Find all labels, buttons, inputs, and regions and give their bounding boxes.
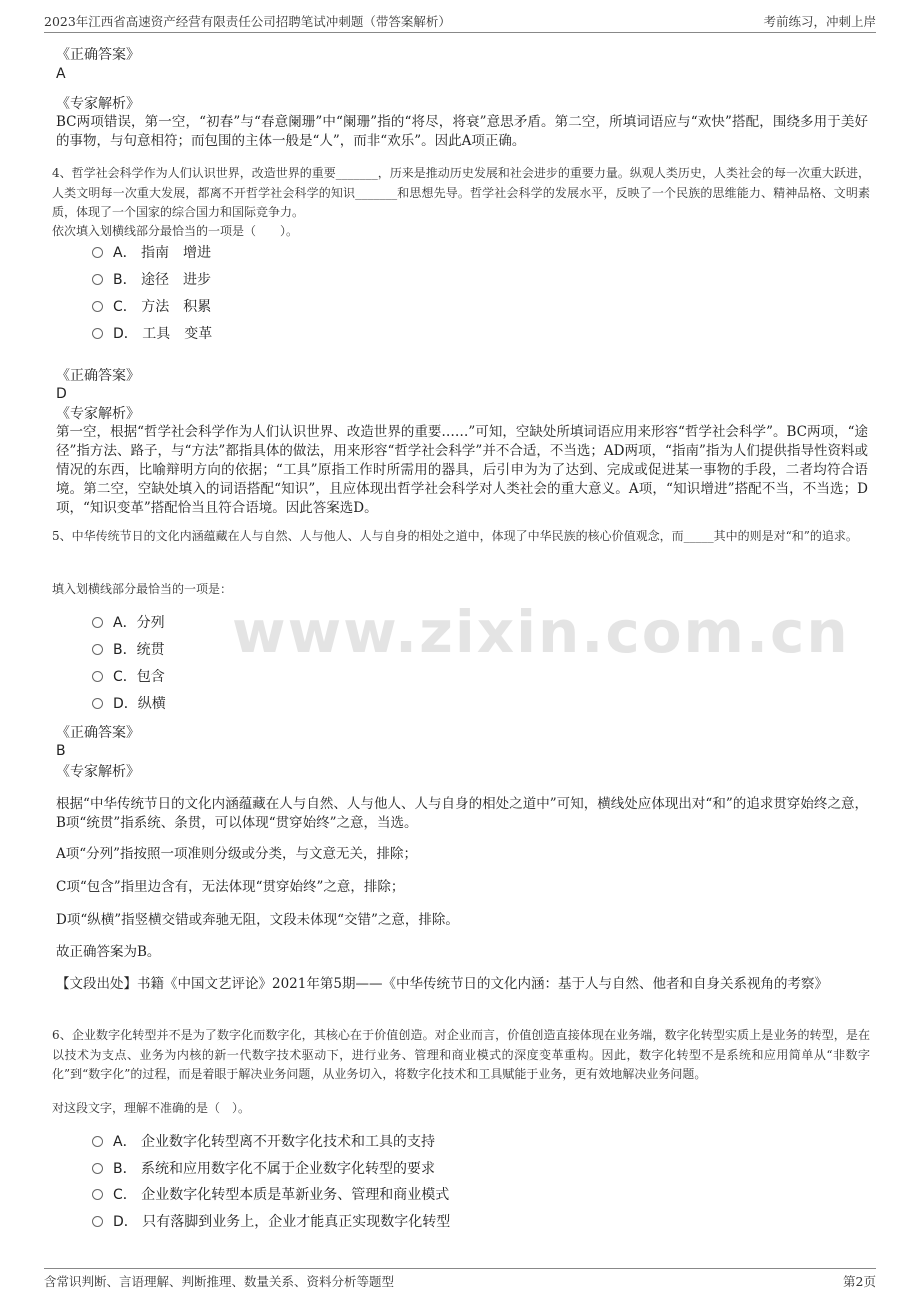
q4-stem: 4、哲学社会科学作为人们认识世界，改造世界的重要_______，历来是推动历史发展和社会进步的重要力量。纵观人类历史，人类社会的每一次重大跃进，人类文明每一次重大发展，都离不开哲学社会科学的知识_______和思想先导。哲学社会科学的发展水平，反映了一个民族的思维能力、精神品格、文明素质，体现了一个国家的综合国力和国际竞争力。 [52,166,870,219]
option-label: B． 途径 进步 [113,272,212,288]
radio-icon[interactable] [92,301,103,312]
page-header [44,10,876,33]
q5-answer: B [56,743,66,759]
option-label: C． 企业数字化转型本质是革新业务、管理和商业模式 [113,1187,450,1203]
radio-icon[interactable] [92,644,103,655]
q5-option-a[interactable] [92,612,165,634]
q4-option-d[interactable] [92,323,212,345]
q6-stem: 6、企业数字化转型并不是为了数字化而数字化，其核心在于价值创造。对企业而言，价值创造直接体现在业务端，数字化转型实质上是业务的转型，是在以技术为支点、业务为内核的新一代数字技术驱动下，进行业务、管理和商业模式的深度变革重构。因此，数字化转型不是系统和应用简单从“非数字化”到“数字化”的过程，而是着眼于解决业务问题，从业务切入，将数字化技术和工具赋能于业务，更有效地解决业务问题。 [52,1028,870,1081]
q5-analysis-p4: D项“纵横”指竖横交错或奔驰无阻，文段未体现“交错”之意，排除。 [56,912,459,928]
q6-option-d[interactable] [92,1211,450,1233]
q5-analysis-p1: 根据“中华传统节日的文化内涵蕴藏在人与自然、人与他人、人与自身的相处之道中”可知，横线处应体现出对“和”的追求贯穿始终之意，B项“统贯”指系统、条贯，可以体现“贯穿始终”之意，当选。 [56,796,868,831]
option-label: D． 只有落脚到业务上，企业才能真正实现数字化转型 [113,1214,451,1230]
q5-option-b[interactable] [92,639,165,661]
radio-icon[interactable] [92,698,103,709]
q3-answer: A [56,66,66,82]
q5-analysis-label: 《专家解析》 [56,764,140,780]
option-label: D． 工具 变革 [113,326,213,342]
option-label: B． 系统和应用数字化不属于企业数字化转型的要求 [113,1161,436,1177]
q5-analysis-p2: A项“分列”指按照一项准则分级或分类，与文意无关，排除； [56,846,418,862]
q5-stem: 5、中华传统节日的文化内涵蕴藏在人与自然、人与他人、人与自身的相处之道中，体现了中华民族的核心价值观念，而_____其中的则是对“和”的追求。 [52,529,858,543]
radio-icon[interactable] [92,1216,103,1227]
radio-icon[interactable] [92,617,103,628]
radio-icon[interactable] [92,274,103,285]
q3-analysis: BC两项错误，第一空，“初春”与“春意阑珊”中“阑珊”指的“将尽，将衰”意思矛盾。第二空，所填词语应与“欢快”搭配，围绕多用于美好的事物，与句意相符；而包围的主体一般是“人”，而非“欢乐”。因此A项正确。 [56,114,868,149]
q4-prompt: 依次填入划横线部分最恰当的一项是（ ）。 [52,224,299,238]
q4-option-b[interactable] [92,269,211,291]
radio-icon[interactable] [92,328,103,339]
option-label: A．分列 [113,615,165,631]
page-number: 第2页 [843,1274,876,1289]
q5-source: 【文段出处】书籍《中国文艺评论》2021年第5期——《中华传统节日的文化内涵：基于人与自然、他者和自身关系视角的考察》 [56,976,828,992]
radio-icon[interactable] [92,247,103,258]
q3-answer-label: 《正确答案》 [56,47,140,63]
q4-analysis-label: 《专家解析》 [56,406,140,422]
radio-icon[interactable] [92,671,103,682]
q5-answer-label: 《正确答案》 [56,725,140,741]
q6-prompt: 对这段文字，理解不准确的是（ ）。 [52,1101,251,1115]
q4-option-c[interactable] [92,296,211,318]
q4-answer-label: 《正确答案》 [56,368,140,384]
q4-answer: D [56,386,67,402]
footer-categories: 含常识判断、言语理解、判断推理、数量关系、资料分析等题型 [44,1274,395,1289]
radio-icon[interactable] [92,1163,103,1174]
option-label: C． 方法 积累 [113,299,212,315]
option-label: B．统贯 [113,642,165,658]
q5-analysis-p3: C项“包含”指里边含有，无法体现“贯穿始终”之意，排除； [56,879,405,895]
q5-prompt: 填入划横线部分最恰当的一项是： [52,582,233,596]
q6-option-b[interactable] [92,1158,435,1180]
radio-icon[interactable] [92,1136,103,1147]
header-slogan: 考前练习，冲刺上岸 [763,14,876,29]
option-label: D．纵横 [113,696,166,712]
option-label: A． 企业数字化转型离不开数字化技术和工具的支持 [113,1134,436,1150]
q5-option-c[interactable] [92,666,165,688]
option-label: A． 指南 增进 [113,245,212,261]
q4-option-a[interactable] [92,242,211,264]
q4-analysis: 第一空，根据“哲学社会科学作为人们认识世界、改造世界的重要……”可知，空缺处所填词语应用来形容“哲学社会科学”。BC两项，“途径”指方法、路子，与“方法”都指具体的做法，用来形容“哲学社会科学”并不合适，不当选；AD两项，“指南”指为人们提供指导性资料或情况的东西，比喻辩明方向的依据；“工具”原指工作时所需用的器具，后引申为为了达到、完成或促进某一事物的手段，二者均符合语境。第二空，空缺处填入的词语搭配“知识”，且应体现出哲学社会科学对人类社会的重大意义。A项，“知识增进”搭配不当，不当选；D项，“知识变革”搭配恰当且符合语境。因此答案选D。 [56,424,868,516]
q6-option-c[interactable] [92,1184,449,1206]
q5-option-d[interactable] [92,693,166,715]
watermark: www.zixin.com.cn [232,598,850,666]
q5-analysis-p5: 故正确答案为B。 [56,944,161,960]
page-footer [44,1268,876,1291]
radio-icon[interactable] [92,1189,103,1200]
q3-analysis-label: 《专家解析》 [56,96,140,112]
document-title: 2023年江西省高速资产经营有限责任公司招聘笔试冲刺题（带答案解析） [44,14,451,29]
q6-option-a[interactable] [92,1131,435,1153]
option-label: C．包含 [113,669,165,685]
